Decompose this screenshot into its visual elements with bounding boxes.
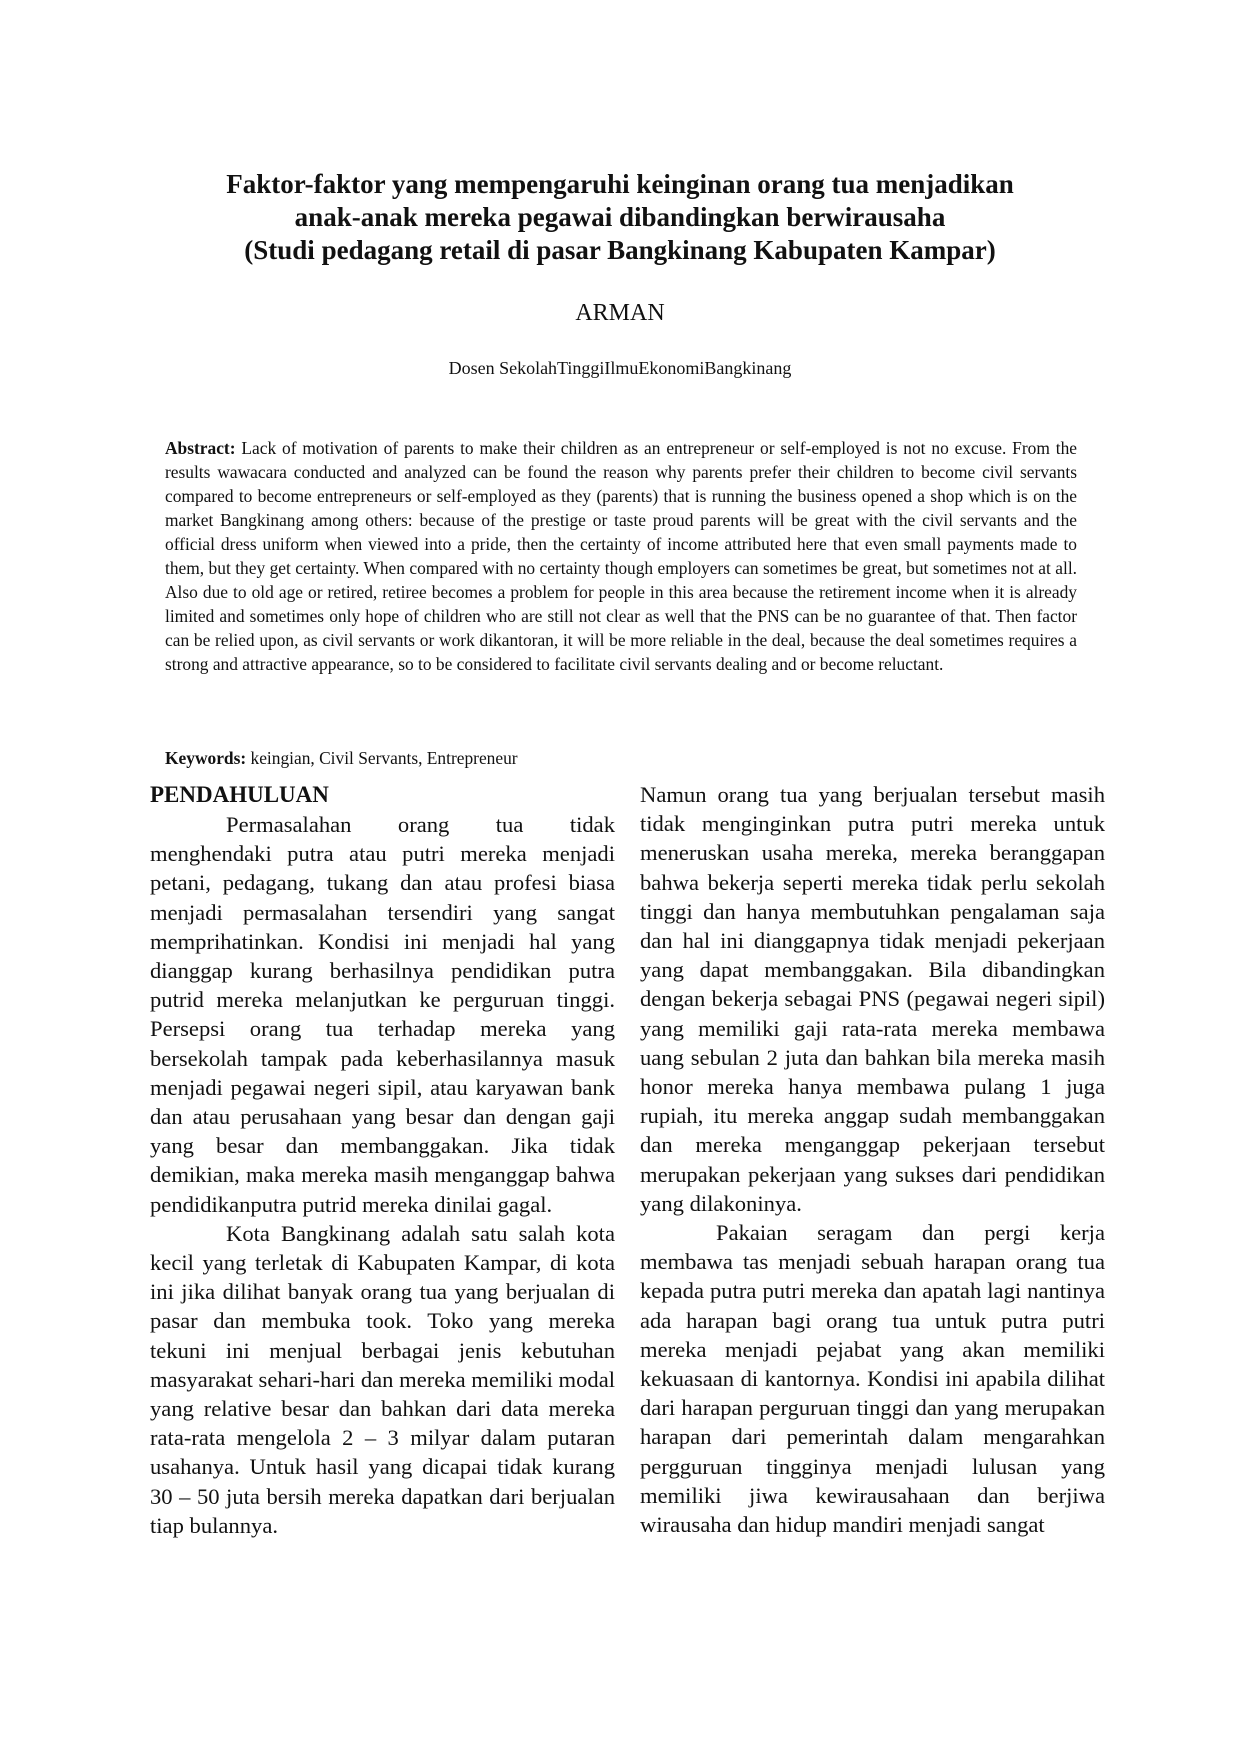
left-column (150, 780, 615, 1540)
paragraph: Kota Bangkinang adalah satu salah kota kecil yang terletak di Kabupaten Kampar, di kota ini jika dilihat banyak orang tua yang berjualan di pasar dan membuka took. Toko yang mereka tekuni ini menjual berbagai jenis kebutuhan masyarakat sehari-hari dan mereka memiliki modal yang relative besar dan bahkan dari data mereka rata-rata mengelola 2 – 3 milyar dalam putaran usahanya. Untuk hasil yang dicapai tidak kurang 30 – 50 juta bersih mereka dapatkan dari berjualan tiap bulannya. (150, 1220, 615, 1538)
author-affiliation: Dosen SekolahTinggiIlmuEkonomiBangkinang (448, 358, 792, 378)
title-line-3: (Studi pedagang retail di pasar Bangkinang Kabupaten Kampar) (244, 235, 996, 265)
paragraph: Pakaian seragam dan pergi kerja membawa tas menjadi sebuah harapan orang tua kepada putra putri mereka dan apatah lagi nantinya ada harapan bagi orang tua untuk putra putri mereka menjadi pejabat yang akan memiliki kekuasaan di kantornya. Kondisi ini apabila dilihat dari harapan perguruan tinggi dan yang merupakan harapan dari pemerintah dalam mengarahkan pergguruan tingginya menjadi lulusan yang memiliki jiwa kewirausahaan dan berjiwa wirausaha dan hidup mandiri menjadi sangat (640, 1220, 1105, 1538)
title-line-2: anak-anak mereka pegawai dibandingkan berwirausaha (294, 202, 946, 232)
paragraph: Permasalahan orang tua tidak menghendaki putra atau putri mereka menjadi petani, pedagang, tukang dan atau profesi biasa menjadi permasalahan tersendiri yang sangat memprihatinkan. Kondisi ini menjadi hal yang dianggap kurang berhasilnya pendidikan putra putrid mereka melanjutkan ke perguruan tinggi. Persepsi orang tua terhadap mereka yang bersekolah tampak pada keberhasilannya masuk menjadi pegawai negeri sipil, atau karyawan bank dan atau perusahaan yang besar dan dengan gaji yang besar dan membanggakan. Jika tidak demikian, maka mereka masih menganggap bahwa pendidikanputra putrid mereka dinilai gagal. (150, 812, 615, 1217)
right-column (640, 780, 1105, 1539)
abstract-text: Lack of motivation of parents to make their children as an entrepreneur or self-employed is not no excuse. From the results wawacara conducted and analyzed can be found the reason why parents prefer their children to become civil servants compared to become entrepreneurs or self-employed as they (parents) that is running the business opened a shop which is on the market Bangkinang among others: because of the prestige or taste proud parents will be great with the civil servants and the official dress uniform when viewed into a pride, then the certainty of income attributed here that even small payments made to them, but they get certainty. When compared with no certainty though employers can sometimes be great, but sometimes not at all. Also due to old age or retired, retiree becomes a problem for people in this area because the retirement income when it is already limited and sometimes only hope of children who are still not clear as well that the PNS can be no guarantee of that. Then factor can be relied upon, as civil servants or work dikantoran, it will be more reliable in the deal, because the deal sometimes requires a strong and attractive appearance, so to be considered to facilitate civil servants dealing and or become reluctant. (165, 438, 1077, 674)
paper-title (0, 168, 1240, 267)
paragraph: Namun orang tua yang berjualan tersebut masih tidak menginginkan putra putri mereka untuk meneruskan usaha mereka, mereka beranggapan bahwa bekerja seperti mereka tidak perlu sekolah tinggi dan hanya membutuhkan pengalaman saja dan hal ini dianggapnya tidak menjadi pekerjaan yang dapat membanggakan. Bila dibandingkan dengan bekerja sebagai PNS (pegawai negeri sipil) yang memiliki gaji rata-rata mereka membawa uang sebulan 2 juta dan bahkan bila mereka masih honor mereka hanya membawa pulang 1 juga rupiah, itu mereka anggap sudah membanggakan dan mereka menganggap pekerjaan tersebut merupakan pekerjaan yang sukses dari pendidikan yang dilakoninya. (640, 782, 1105, 1216)
author-name: ARMAN (575, 300, 665, 326)
abstract-label: Abstract: (165, 438, 236, 458)
abstract (165, 436, 1077, 676)
keywords (165, 748, 518, 769)
keywords-text: keingian, Civil Servants, Entrepreneur (246, 748, 518, 768)
title-line-1: Faktor-faktor yang mempengaruhi keinginan orang tua menjadikan (226, 169, 1014, 199)
keywords-label: Keywords: (165, 748, 247, 768)
section-heading: PENDAHULUAN (150, 782, 329, 807)
